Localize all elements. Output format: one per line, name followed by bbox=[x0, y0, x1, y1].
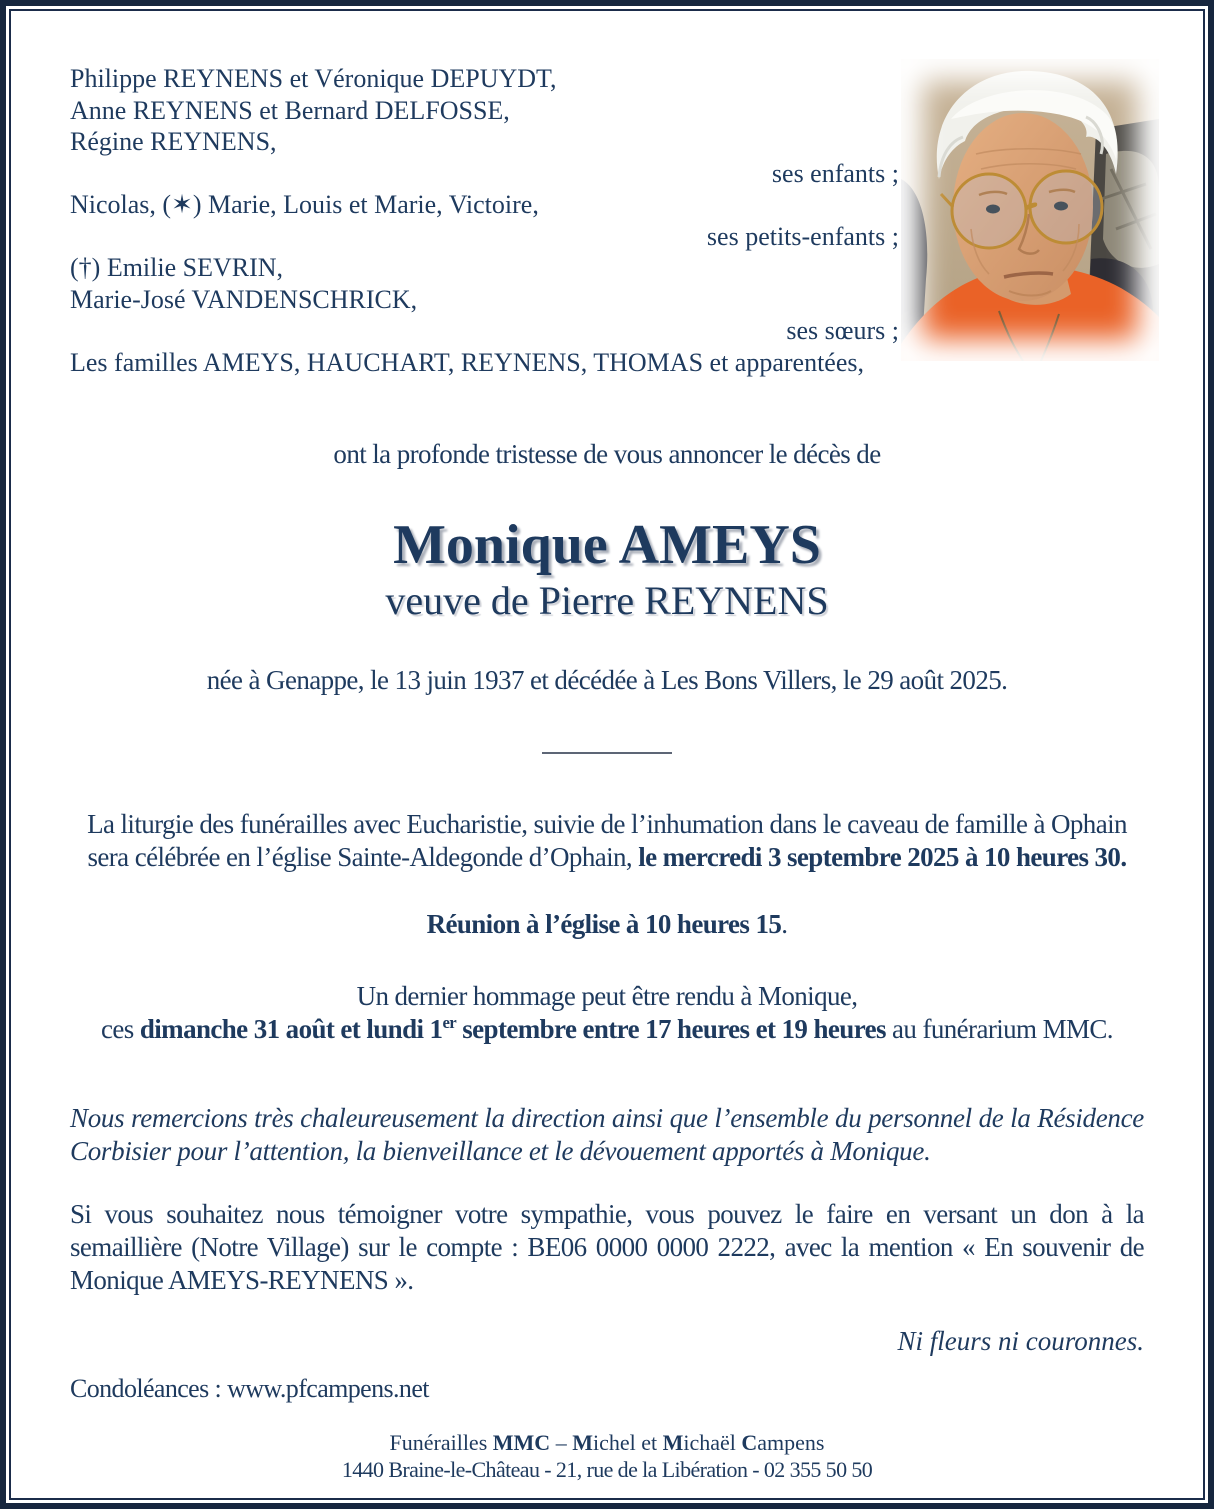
portrait-photo bbox=[901, 59, 1159, 361]
deceased-name: Monique AMEYS bbox=[393, 514, 821, 576]
funeral-home-name bbox=[70, 1429, 1144, 1456]
footer-initial: M bbox=[572, 1430, 593, 1455]
family-line: Les familles AMEYS, HAUCHART, REYNENS, THOMAS et apparentées, bbox=[70, 347, 865, 377]
relation-label: ses enfants ; bbox=[771, 158, 899, 188]
family-line: Philippe REYNENS et Véronique DEPUYDT, bbox=[70, 64, 557, 93]
ceremony-paragraph bbox=[70, 808, 1144, 874]
ordinal-superscript: er bbox=[442, 1013, 457, 1032]
portrait-illustration bbox=[901, 59, 1159, 361]
reunion-line bbox=[70, 908, 1144, 940]
footer-text: ichaël bbox=[683, 1430, 742, 1455]
family-line: Marie-José VANDENSCHRICK, bbox=[70, 284, 418, 314]
relation-label: ses petits-enfants ; bbox=[706, 221, 899, 251]
footer-text: Funérailles bbox=[389, 1430, 493, 1455]
footer-initial: C bbox=[741, 1430, 758, 1455]
funeral-home-address: 1440 Braine-le-Château - 21, rue de la Libération - 02 355 50 50 bbox=[341, 1457, 873, 1482]
footer-dash: – bbox=[550, 1430, 573, 1455]
donation-paragraph: Si vous souhaitez nous témoigner votre sympathie, vous pouvez le faire en versant un don à la semaillière (Notre Village) sur le compte : BE06 0000 0000 2222, avec la mention « En souvenir de Monique AMEYS-REYNENS ». bbox=[70, 1199, 1144, 1295]
family-names-block bbox=[70, 63, 899, 378]
funeral-home-footer bbox=[70, 1429, 1144, 1483]
homage-hours-bold: septembre entre 17 heures et 19 heures bbox=[456, 1014, 886, 1044]
footer-text: ichel et bbox=[592, 1430, 663, 1455]
homage-prefix: ces bbox=[101, 1014, 140, 1044]
section-divider bbox=[542, 752, 672, 754]
family-line: Régine REYNENS, bbox=[70, 127, 277, 156]
homage-suffix: au funérarium MMC. bbox=[885, 1014, 1113, 1044]
footer-text: ampens bbox=[757, 1430, 825, 1455]
family-line: Anne REYNENS et Bernard DELFOSSE, bbox=[70, 95, 510, 125]
thanks-paragraph: Nous remercions très chaleureusement la direction ainsi que l’ensemble du personnel de la Résidence Corbisier pour l’attention, la bienveillance et le dévouement apportés à Monique. bbox=[70, 1103, 1144, 1166]
family-line: (†) Emilie SEVRIN, bbox=[70, 253, 284, 282]
homage-line1: Un dernier hommage peut être rendu à Monique, bbox=[356, 981, 858, 1011]
ceremony-line2: sera célébrée en l’église Sainte-Aldegonde d’Ophain, bbox=[87, 842, 639, 872]
no-flowers-line: Ni fleurs ni couronnes. bbox=[897, 1326, 1144, 1356]
reunion-period: . bbox=[781, 909, 788, 939]
announcement-line: ont la profonde tristesse de vous annoncer le décès de bbox=[333, 439, 881, 469]
ceremony-datetime: le mercredi 3 septembre 2025 à 10 heures 30. bbox=[638, 842, 1127, 872]
homage-paragraph bbox=[70, 980, 1144, 1046]
widow-of-line: veuve de Pierre REYNENS bbox=[385, 578, 829, 623]
birth-death-line: née à Genappe, le 13 juin 1937 et décédée à Les Bons Villers, le 29 août 2025. bbox=[206, 665, 1008, 695]
relation-label: ses sœurs ; bbox=[786, 316, 899, 345]
ceremony-line1: La liturgie des funérailles avec Eucharistie, suivie de l’inhumation dans le caveau de famille à Ophain bbox=[87, 809, 1127, 839]
family-line: Nicolas, (✶) Marie, Louis et Marie, Victoire, bbox=[70, 190, 539, 219]
homage-dates-bold: dimanche 31 août et lundi 1 bbox=[139, 1014, 443, 1044]
footer-mmc: MMC bbox=[492, 1430, 551, 1455]
page-content bbox=[70, 63, 1144, 1489]
reunion-bold: Réunion à l’église à 10 heures 15 bbox=[426, 909, 782, 939]
footer-initial: M bbox=[662, 1430, 684, 1455]
condolences-line: Condoléances : www.pfcampens.net bbox=[70, 1374, 429, 1403]
